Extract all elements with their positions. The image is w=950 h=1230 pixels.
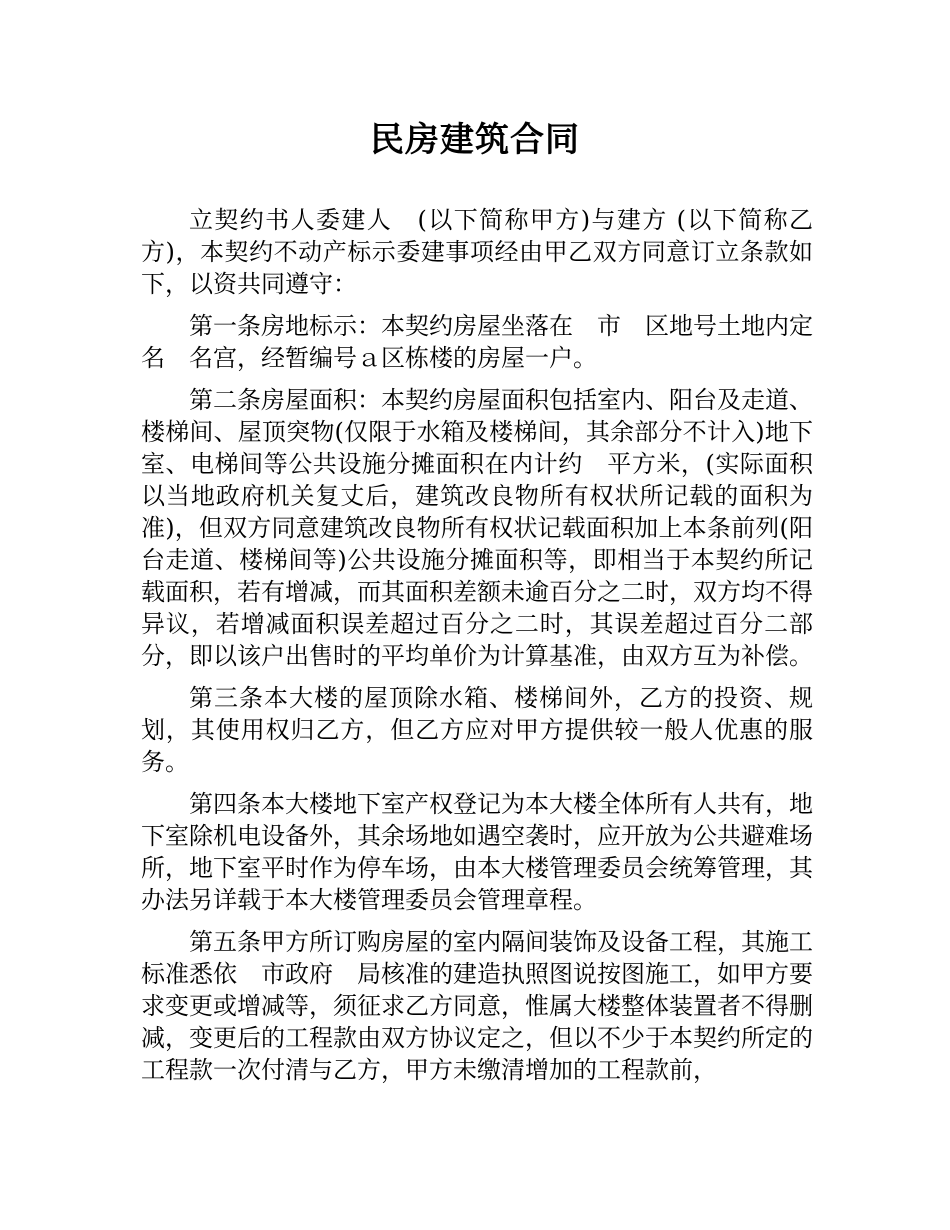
preamble-paragraph: 立契约书人委建人 (以下简称甲方)与建方 (以下简称乙方)，本契约不动产标示委建事项经由甲乙双方同意订立条款如下，以资共同遵守：	[141, 206, 813, 298]
article-4-paragraph: 第四条本大楼地下室产权登记为本大楼全体所有人共有，地下室除机电设备外，其余场地如遇空袭时，应开放为公共避难场所，地下室平时作为停车场，由本大楼管理委员会统筹管理，其办法另详载于本大楼管理委员会管理章程。	[141, 790, 813, 914]
article-2-paragraph: 第二条房屋面积：本契约房屋面积包括室内、阳台及走道、楼梯间、屋顶突物(仅限于水箱及楼梯间，其余部分不计入)地下室、电梯间等公共设施分摊面积在内计约 平方米，(实际面积以当地政府机关复丈后，建筑改良物所有权状所记载的面积为准)，但双方同意建筑改良物所有权状记载面积加上本条前列(阳台走道、楼梯间等)公共设施分摊面积等，即相当于本契约所记载面积，若有增减，而其面积差额未逾百分之二时，双方均不得异议，若增减面积误差超过百分之二时，其误差超过百分二部分，即以该户出售时的平均单价为计算基准，由双方互为补偿。	[141, 386, 813, 670]
document-title: 民房建筑合同	[370, 120, 580, 160]
article-5-paragraph: 第五条甲方所订购房屋的室内隔间装饰及设备工程，其施工标准悉依 市政府 局核准的建造执照图说按图施工，如甲方要求变更或增减等，须征求乙方同意，惟属大楼整体装置者不得删减，变更后的工程款由双方协议定之，但以不少于本契约所定的工程款一次付清与乙方，甲方未缴清增加的工程款前，	[141, 928, 813, 1084]
document-body	[141, 204, 813, 1096]
article-3-paragraph: 第三条本大楼的屋顶除水箱、楼梯间外，乙方的投资、规划，其使用权归乙方，但乙方应对甲方提供较一般人优惠的服务。	[141, 684, 813, 776]
article-1-paragraph: 第一条房地标示：本契约房屋坐落在 市 区地号土地内定名 名宫，经暂编号ａ区栋楼的房屋一户。	[141, 312, 813, 372]
